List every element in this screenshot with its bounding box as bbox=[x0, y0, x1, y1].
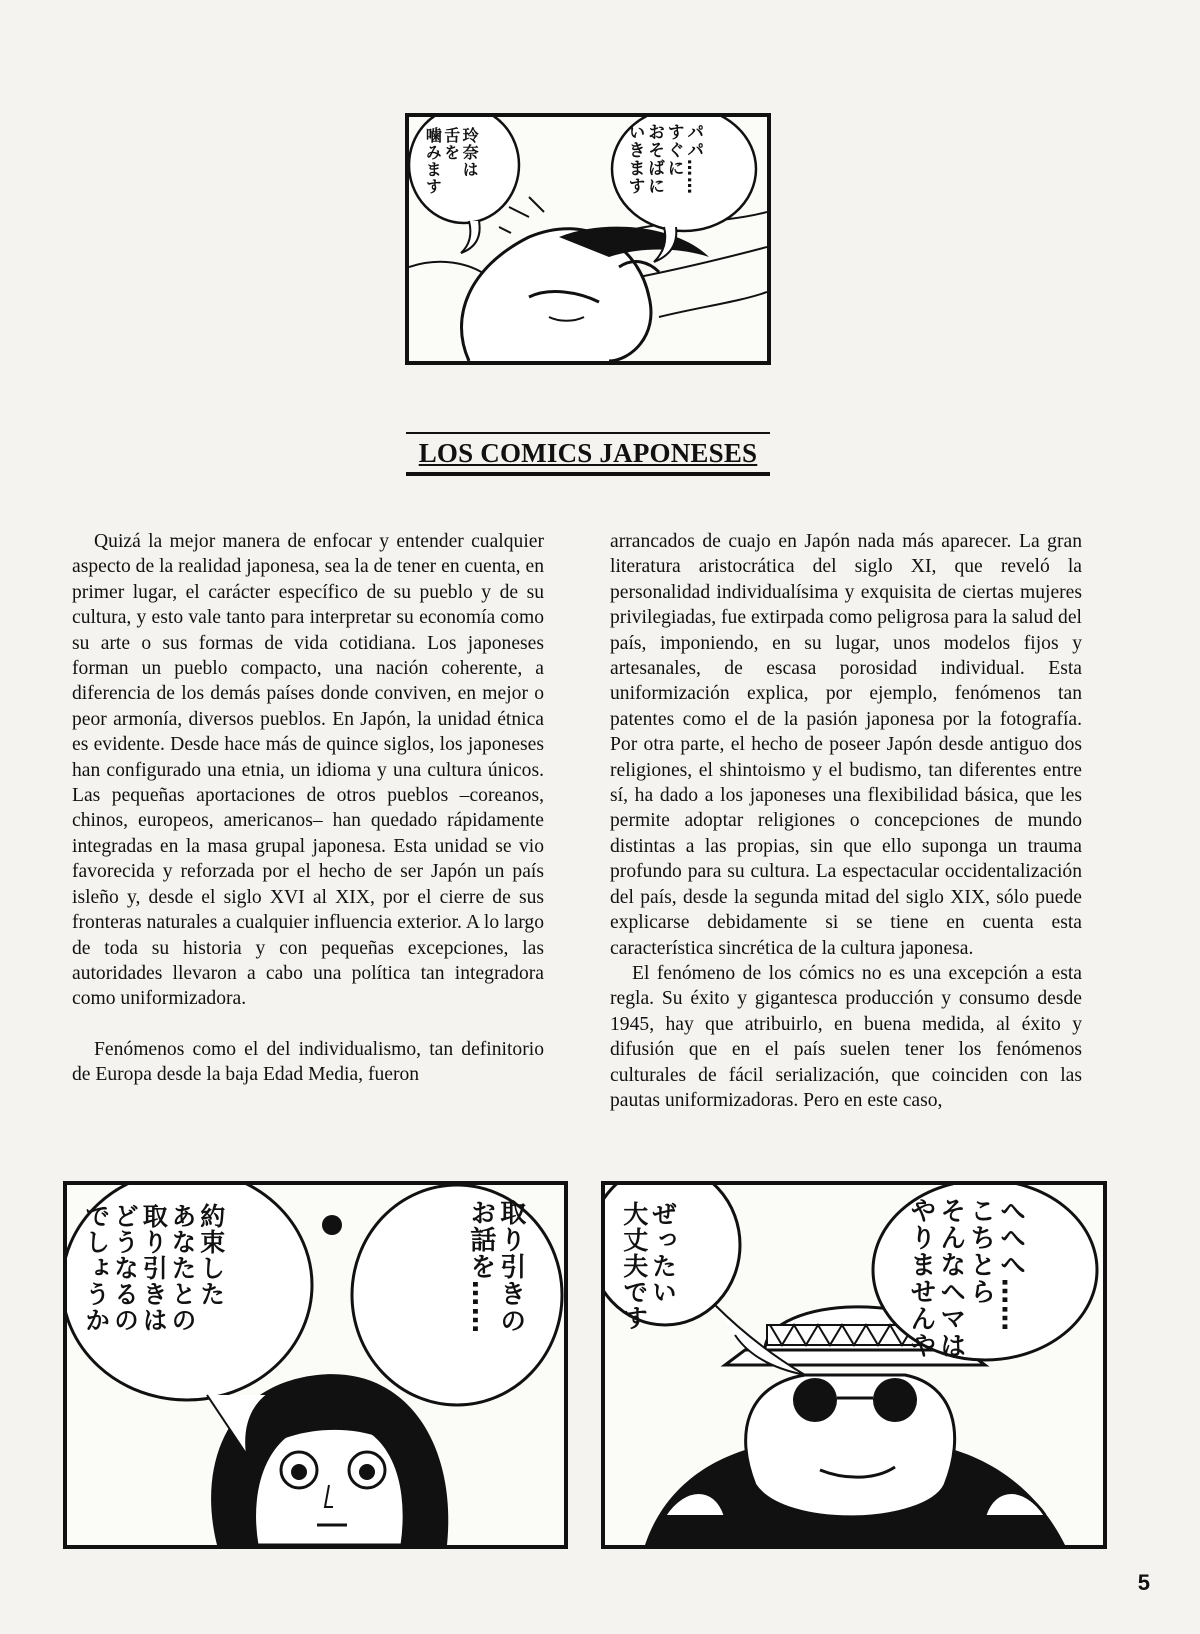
line: 玲奈は bbox=[460, 127, 480, 178]
line: いきます bbox=[624, 123, 645, 195]
bottom-left-bubble-right bbox=[465, 1199, 525, 1379]
line: すぐに bbox=[663, 123, 684, 177]
line: どうなるの bbox=[110, 1203, 140, 1333]
line: 約束した bbox=[196, 1203, 226, 1307]
bottom-left-comic-panel bbox=[63, 1181, 568, 1549]
line: 取り引きの bbox=[495, 1199, 526, 1334]
paragraph: Quizá la mejor manera de enfocar y entender cualquier aspecto de la realidad japonesa, sea la de tener en cuenta, en primer lugar, el carácter específico de su pueblo y de su cultura, y esto vale tanto para interpretar su economía como su arte o sus formas de vida cotidiana. Los japoneses forman un pueblo compacto, una nación coherente, a diferencia de los demás países donde conviven, en mejor o peor armonía, diversos pueblos. En Japón, la unidad étnica es evidente. Desde hace más de quince siglos, los japoneses han configurado una etnia, un idioma y una cultura únicos. Las pequeñas aportaciones de otros pueblos –coreanos, chinos, europeos, americanos– han quedado rápidamente integradas en la masa grupal japonesa. Esta unidad se vio favorecida y reforzada por el hecho de ser Japón un país isleño y, desde el siglo XVI al XIX, por el cierre de sus fronteras naturales a cualquier influencia exterior. A lo largo de toda su historia y con pequeñas excepciones, las autoridades llevaron a cabo una política tan integradora como uniformizadora. bbox=[72, 531, 544, 1010]
top-comic-panel bbox=[405, 113, 771, 365]
paragraph: Fenómenos como el del individualismo, tan definitorio de Europa desde la baja Edad Media, fueron bbox=[72, 1038, 544, 1086]
line: 大丈夫です bbox=[619, 1201, 649, 1331]
line: お話を…… bbox=[465, 1199, 496, 1334]
line: 舌を bbox=[441, 127, 461, 161]
line: あなたとの bbox=[168, 1203, 197, 1333]
line: おそばに bbox=[644, 123, 665, 195]
bottom-right-panel-artwork bbox=[605, 1185, 1103, 1545]
line: そんなヘマは bbox=[935, 1197, 966, 1359]
line: パパ…… bbox=[683, 123, 704, 195]
line: こちとら bbox=[965, 1197, 996, 1305]
paragraph: arrancados de cuajo en Japón nada más aparecer. La gran literatura aristocrática del siglo XI, que reveló la personalidad individualísima y exquisita de ciertas mujeres privilegiadas, fue extirpada como peligrosa para la salud del país, imponiendo, en su lugar, unos modelos fijos y artesanales, de escasa porosidad individual. Esta uniformización explica, por ejemplo, fenómenos tan patentes como el de la pasión japonesa por la fotografía. Por otra parte, el hecho de poseer Japón desde antiguo dos religiones, el shintoismo y el budismo, tan diferentes entre sí, ha dado a los japoneses una flexibilidad básica, que les permite adoptar religiones o concepciones de mundo distintas a las propias, sin que ello suponga un trauma profundo para su cultura. La espectacular occidentalización del país, desde la segunda mitad del siglo XIX, sólo puede explicarse debidamente si se tiene en cuenta esta característica sincrética de la cultura japonesa. bbox=[610, 531, 1082, 959]
bottom-right-bubble-left bbox=[619, 1201, 677, 1331]
line: 取り引きは bbox=[139, 1203, 169, 1333]
bottom-left-bubble-left bbox=[81, 1203, 225, 1383]
line: やりませんや bbox=[905, 1197, 936, 1359]
page-number: 5 bbox=[1137, 1570, 1150, 1595]
line: 噛みます bbox=[423, 127, 443, 195]
top-panel-bubble-left bbox=[423, 127, 478, 227]
right-column bbox=[610, 529, 1082, 1113]
top-panel-bubble-right bbox=[624, 123, 702, 233]
bottom-right-bubble-right bbox=[905, 1197, 1025, 1367]
left-column bbox=[72, 529, 544, 1088]
paragraph: El fenómeno de los cómics no es una excepción a esta regla. Su éxito y gigantesca producción y consumo desde 1945, hay que atribuirlo, en buena medida, al éxito y difusión que en el país suelen tener los fenómenos culturales de fácil serialización, que coinciden con las pautas uniformizadoras. Pero en este caso, bbox=[610, 962, 1082, 1111]
article-title: LOS COMICS JAPONESES bbox=[406, 432, 770, 476]
bottom-right-comic-panel bbox=[601, 1181, 1107, 1549]
line: へへへ…… bbox=[995, 1197, 1026, 1332]
line: ぜったい bbox=[648, 1201, 678, 1305]
line: でしょうか bbox=[81, 1203, 111, 1333]
